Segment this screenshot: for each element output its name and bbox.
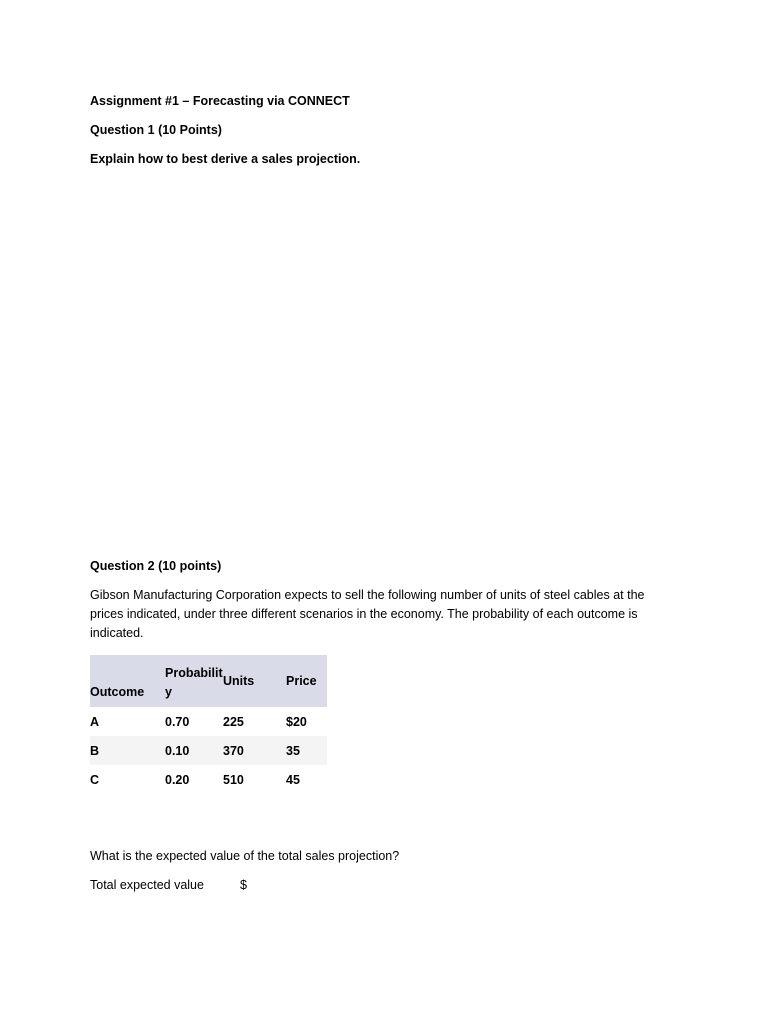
table-row [90,765,327,794]
document-title: Assignment #1 – Forecasting via CONNECT [90,94,350,108]
table-row [90,736,327,765]
cell-probability: 0.70 [165,714,190,729]
cell-outcome: A [90,714,100,729]
question-2-question-text: What is the expected value of the total sales projection? [90,849,400,863]
header-probability: Probability [165,666,223,699]
question-2-intro: Gibson Manufacturing Corporation expects to sell the following number of units of steel cables at the prices indicated, under three different scenarios in the economy. The probability of each outcome is indicated. [90,588,645,640]
question-1-prompt: Explain how to best derive a sales projection. [90,152,361,166]
cell-outcome: C [90,772,100,787]
cell-probability: 0.10 [165,743,190,758]
table-row [90,707,327,736]
header-outcome: Outcome [90,685,145,699]
cell-outcome: B [90,743,100,758]
answer-row [90,876,247,895]
outcomes-table [90,655,327,794]
cell-units: 370 [223,743,244,758]
cell-price: 45 [286,772,300,787]
cell-price: $20 [286,714,307,729]
header-units: Units [223,673,255,688]
question-1-heading: Question 1 (10 Points) [90,123,222,137]
cell-units: 510 [223,772,244,787]
cell-probability: 0.20 [165,772,190,787]
answer-label: Total expected value [90,878,204,892]
cell-units: 225 [223,714,244,729]
header-price: Price [286,673,317,688]
cell-price: 35 [286,743,300,758]
question-2-heading: Question 2 (10 points) [90,559,222,573]
answer-currency: $ [240,878,247,892]
table-header-row [90,655,327,707]
